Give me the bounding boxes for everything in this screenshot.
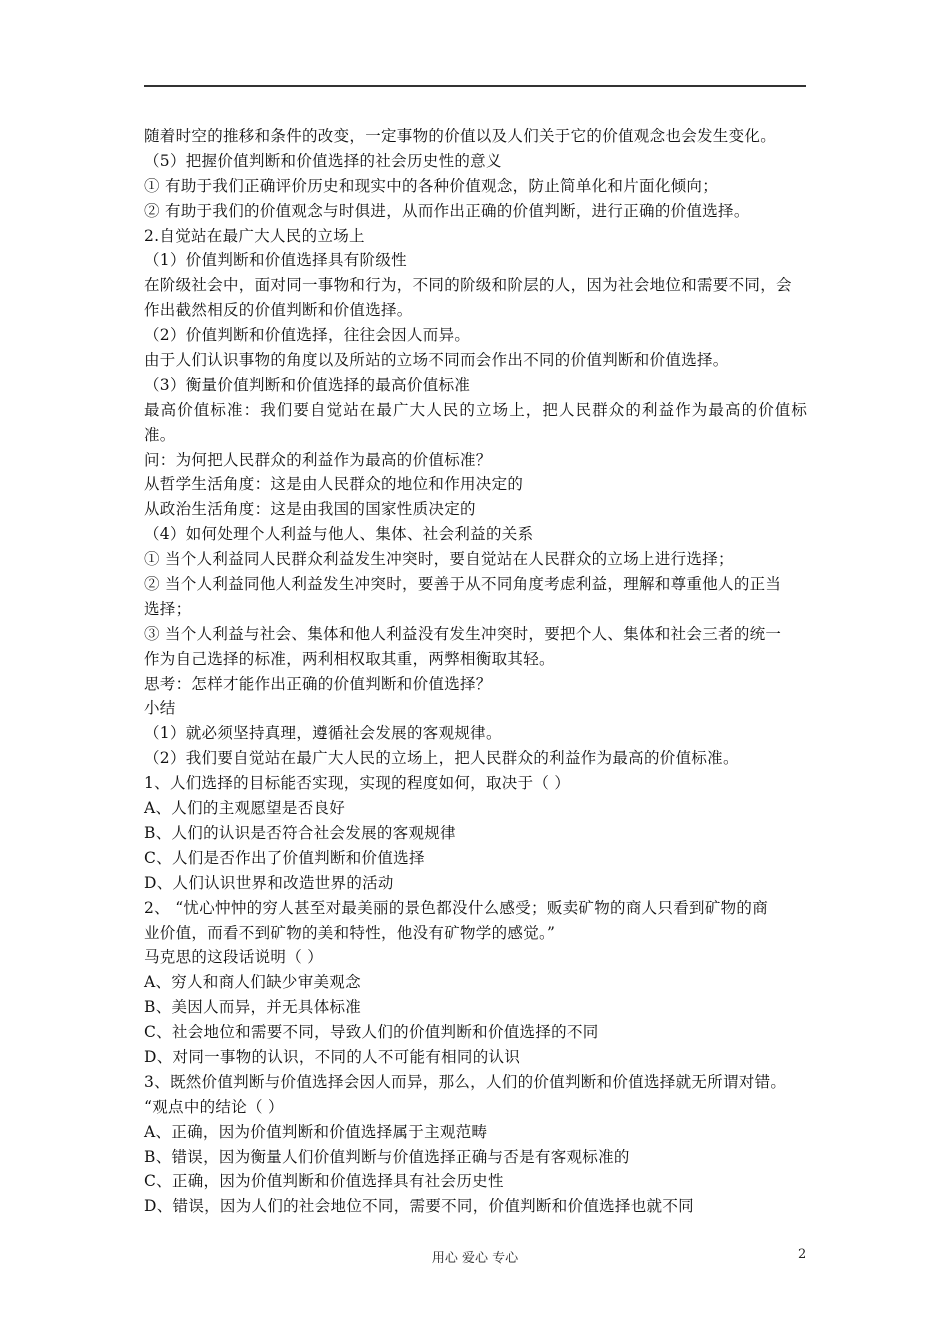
text-line: 从政治生活角度：这是由我国的国家性质决定的 xyxy=(144,500,476,519)
text-line: 选择； xyxy=(144,599,192,618)
text-line: （1）价值判断和价值选择具有阶级性 xyxy=(144,251,407,270)
text-line: 作出截然相反的价值判断和价值选择。 xyxy=(144,301,413,320)
text-line: （4）如何处理个人利益与他人、集体、社会利益的关系 xyxy=(144,525,534,544)
text-line: 小结 xyxy=(144,699,176,718)
option-line: A、正确，因为价值判断和价值选择属于主观范畴 xyxy=(144,1122,488,1141)
option-line: B、美因人而异，并无具体标准 xyxy=(144,998,362,1017)
text-line: “观点中的结论（ ） xyxy=(144,1097,284,1116)
text-line: ② 有助于我们的价值观念与时俱进，从而作出正确的价值判断，进行正确的价值选择。 xyxy=(144,201,750,220)
text-line: 业价值，而看不到矿物的美和特性，他没有矿物学的感觉。” xyxy=(144,923,556,942)
text-line: 最高价值标准：我们要自觉站在最广大人民的立场上，把人民群众的利益作为最高的价值标 xyxy=(144,400,809,419)
text-line: ① 当个人利益同人民群众利益发生冲突时，要自觉站在人民群众的立场上进行选择； xyxy=(144,550,734,569)
option-line: D、人们认识世界和改造世界的活动 xyxy=(144,873,394,892)
text-line: （5）把握价值判断和价值选择的社会历史性的意义 xyxy=(144,151,502,170)
option-line: D、错误，因为人们的社会地位不同，需要不同，价值判断和价值选择也就不同 xyxy=(144,1197,694,1216)
header-rule xyxy=(144,85,806,87)
option-line: C、社会地位和需要不同，导致人们的价值判断和价值选择的不同 xyxy=(144,1023,599,1042)
text-line: ② 当个人利益同他人利益发生冲突时，要善于从不同角度考虑利益，理解和尊重他人的正当 xyxy=(144,575,782,594)
option-line: C、人们是否作出了价值判断和价值选择 xyxy=(144,848,425,867)
option-line: C、正确，因为价值判断和价值选择具有社会历史性 xyxy=(144,1172,504,1191)
text-line: （1）就必须坚持真理，遵循社会发展的客观规律。 xyxy=(144,724,502,743)
question-2: 2、 “忧心忡忡的穷人甚至对最美丽的景色都没什么感受；贩卖矿物的商人只看到矿物的商 xyxy=(144,898,769,917)
page-number: 2 xyxy=(798,1247,807,1262)
footer-slogan: 用心 爱心 专心 xyxy=(431,1251,519,1266)
text-line: 从哲学生活角度：这是由人民群众的地位和作用决定的 xyxy=(144,475,524,494)
text-line: 作为自己选择的标准，两利相权取其重，两弊相衡取其轻。 xyxy=(144,649,555,668)
option-line: A、穷人和商人们缺少审美观念 xyxy=(144,973,361,992)
text-line: （3）衡量价值判断和价值选择的最高价值标准 xyxy=(144,375,471,394)
document-body xyxy=(144,124,812,1219)
section-heading: 2.自觉站在最广大人民的立场上 xyxy=(144,226,365,245)
text-line: 由于人们认识事物的角度以及所站的立场不同而会作出不同的价值判断和价值选择。 xyxy=(144,351,729,370)
text-line: 问：为何把人民群众的利益作为最高的价值标准？ xyxy=(144,450,492,469)
option-line: B、错误，因为衡量人们价值判断与价值选择正确与否是有客观标准的 xyxy=(144,1147,630,1166)
question-1: 1、人们选择的目标能否实现，实现的程度如何，取决于（ ） xyxy=(144,774,571,793)
option-line: B、人们的认识是否符合社会发展的客观规律 xyxy=(144,823,456,842)
text-line: 马克思的这段话说明（ ） xyxy=(144,948,324,967)
text-line: （2）我们要自觉站在最广大人民的立场上，把人民群众的利益作为最高的价值标准。 xyxy=(144,749,739,768)
text-line: ① 有助于我们正确评价历史和现实中的各种价值观念，防止简单化和片面化倾向； xyxy=(144,176,719,195)
option-line: A、人们的主观愿望是否良好 xyxy=(144,799,346,818)
text-line: 随着时空的推移和条件的改变，一定事物的价值以及人们关于它的价值观念也会发生变化。 xyxy=(144,127,777,145)
text-line: 思考：怎样才能作出正确的价值判断和价值选择？ xyxy=(144,674,492,693)
option-line: D、对同一事物的认识，不同的人不可能有相同的认识 xyxy=(144,1047,521,1066)
question-3: 3、既然价值判断与价值选择会因人而异，那么，人们的价值判断和价值选择就无所谓对错。 xyxy=(144,1072,787,1091)
text-line: 准。 xyxy=(144,425,176,444)
text-line: ③ 当个人利益与社会、集体和他人利益没有发生冲突时，要把个人、集体和社会三者的统一 xyxy=(144,624,782,643)
text-line: 在阶级社会中，面对同一事物和行为，不同的阶级和阶层的人，因为社会地位和需要不同，会 xyxy=(144,276,792,295)
text-line: （2）价值判断和价值选择，往往会因人而异。 xyxy=(144,326,471,345)
